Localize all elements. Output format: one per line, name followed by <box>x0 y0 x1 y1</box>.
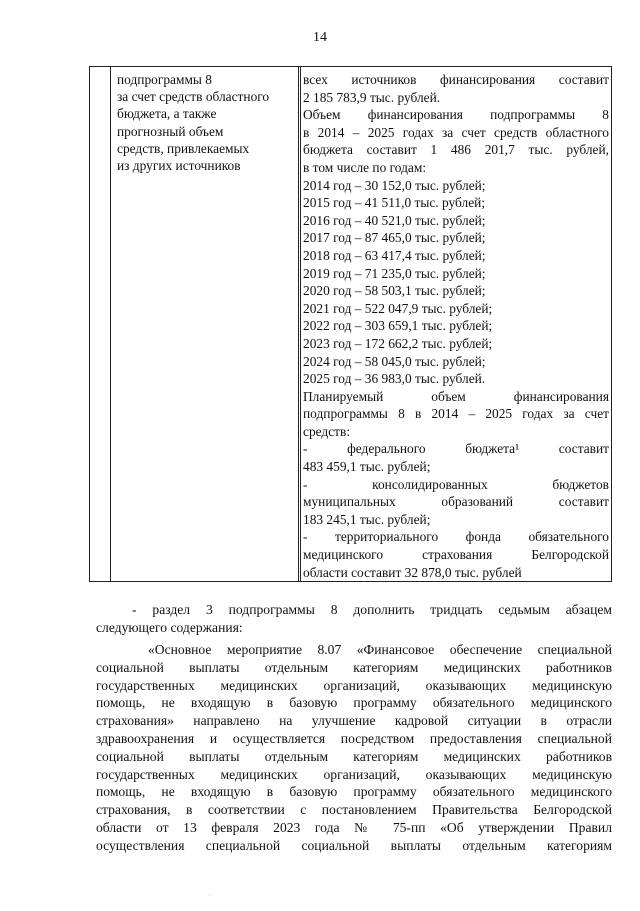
paragraph-line: осуществления специальной социальной выплаты отдельным категориям <box>96 837 612 853</box>
paragraph-line: государственных медицинских организаций, оказывающих медицинскую <box>96 766 612 782</box>
table-text-line: медицинского страхования Белгородской <box>303 547 609 563</box>
paragraph-line: области от 13 февраля 2023 года № 75-пп «Об утверждении Правил <box>96 819 612 835</box>
table-text-line: подпрограммы 8 <box>117 72 212 87</box>
table-text-line: 2 185 783,9 тыс. рублей. <box>303 89 441 105</box>
table-divider <box>298 67 299 581</box>
paragraph-line: социальной выплаты отдельным категориям медицинских работников <box>96 748 612 764</box>
year-amount: 2020 год – 58 503,1 тыс. рублей; <box>303 283 486 299</box>
table-text-line: - территориального фонда обязательного <box>303 529 609 545</box>
year-amount: 2018 год – 63 417,4 тыс. рублей; <box>303 247 486 263</box>
table-text-line: - федерального бюджета¹ составит <box>303 441 609 457</box>
year-amount: 2015 год – 41 511,0 тыс. рублей; <box>303 195 486 211</box>
table-cell-label <box>117 71 295 174</box>
year-amount: 2017 год – 87 465,0 тыс. рублей; <box>303 230 486 246</box>
table-divider <box>110 67 111 581</box>
table-text-line: Объем финансирования подпрограммы 8 <box>303 107 609 123</box>
table-text-line: всех источников финансирования составит <box>303 72 609 87</box>
table-text-line: бюджета составит 1 486 201,7 тыс. рублей, <box>303 142 609 158</box>
table-text-line: области составит 32 878,0 тыс. рублей <box>303 564 522 580</box>
table-text-line: 483 459,1 тыс. рублей; <box>303 459 431 475</box>
year-amount: 2024 год – 58 045,0 тыс. рублей; <box>303 353 486 369</box>
table-text-line: в том числе по годам: <box>303 159 427 175</box>
year-amount: 2022 год – 303 659,1 тыс. рублей; <box>303 318 493 334</box>
table-divider <box>300 67 301 581</box>
paragraph-line: страхования» направлено на улучшение кадровой ситуации в отрасли <box>96 713 612 729</box>
table-text-line: средств: <box>303 423 351 439</box>
year-amount: 2021 год – 522 047,9 тыс. рублей; <box>303 300 493 316</box>
scan-mark: · <box>208 891 211 900</box>
paragraph-line: социальной выплаты отдельным категориям медицинских работников <box>96 659 612 675</box>
table-cell-value <box>303 71 609 581</box>
table-text-line: Планируемый объем финансирования <box>303 388 609 404</box>
paragraph-line: следующего содержания: <box>96 619 243 635</box>
paragraph-amendment <box>96 601 612 637</box>
paragraph-line: «Основное мероприятие 8.07 «Финансовое обеспечение специальной <box>148 642 612 657</box>
table-text-line: из других источников <box>117 158 241 174</box>
year-amount: 2019 год – 71 235,0 тыс. рублей; <box>303 265 486 281</box>
table-text-line: средств, привлекаемых <box>117 140 250 156</box>
table-text-line: подпрограммы 8 в 2014 – 2025 годах за счет <box>303 406 609 422</box>
paragraph-line: - раздел 3 подпрограммы 8 дополнить тридцать седьмым абзацем <box>132 602 612 617</box>
year-amount: 2016 год – 40 521,0 тыс. рублей; <box>303 212 486 228</box>
table-text-line: прогнозный объем <box>117 123 224 139</box>
year-amount: 2014 год – 30 152,0 тыс. рублей; <box>303 177 486 193</box>
year-amount: 2023 год – 172 662,2 тыс. рублей; <box>303 335 493 351</box>
paragraph-line: здравоохранения и осуществляется посредством предоставления специальной <box>96 730 612 746</box>
table-text-line: бюджета, а также <box>117 106 217 122</box>
table-text-line: в 2014 – 2025 годах за счет средств областного <box>303 124 609 140</box>
financing-table <box>89 66 612 582</box>
paragraph-line: помощь, не входящую в базовую программу обязательного медицинского <box>96 695 612 711</box>
paragraph-main-activity <box>96 641 612 855</box>
page-number: 14 <box>313 30 327 45</box>
paragraph-line: страхования, в соответствии с постановлением Правительства Белгородской <box>96 802 612 818</box>
paragraph-line: государственных медицинских организаций, оказывающих медицинскую <box>96 677 612 693</box>
table-text-line: за счет средств областного <box>117 89 270 105</box>
paragraph-line: помощь, не входящую в базовую программу обязательного медицинского <box>96 784 612 800</box>
table-text-line: муниципальных образований составит <box>303 494 609 510</box>
year-amount: 2025 год – 36 983,0 тыс. рублей. <box>303 371 486 387</box>
table-text-line: - консолидированных бюджетов <box>303 476 609 492</box>
table-text-line: 183 245,1 тыс. рублей; <box>303 511 431 527</box>
